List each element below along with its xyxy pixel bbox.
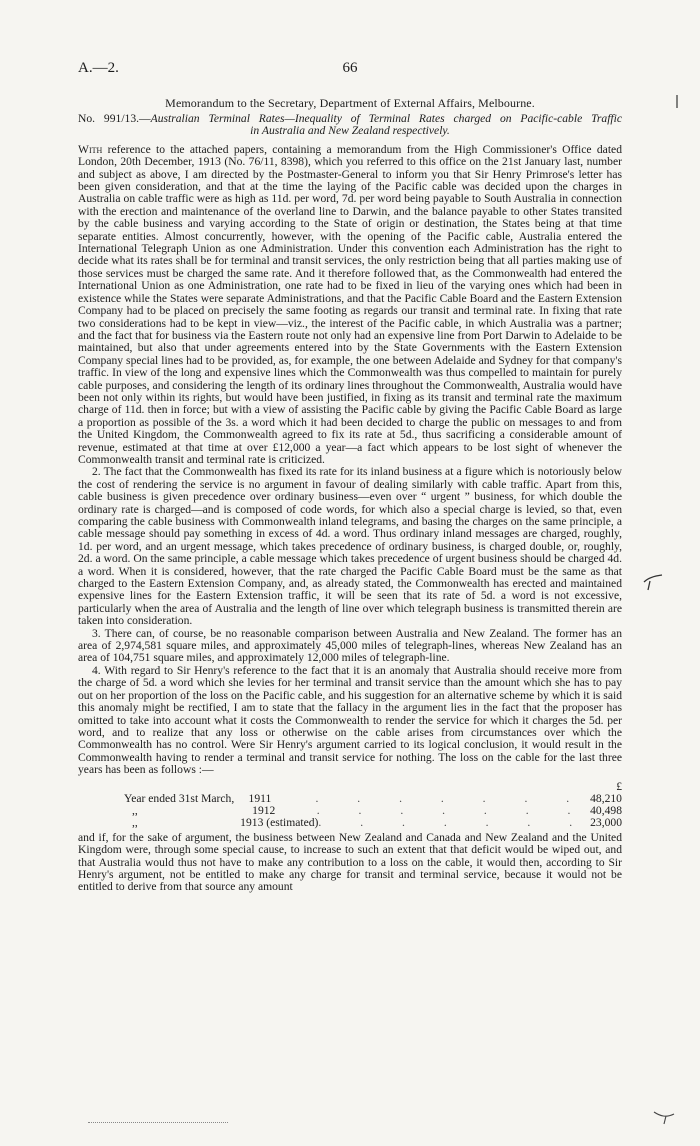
dot-leader: . . . . . . . xyxy=(318,816,591,830)
row-label: ,, xyxy=(132,803,138,817)
page-number: 66 xyxy=(342,60,358,76)
row-amount: 48,210 xyxy=(590,791,622,805)
paragraph-4: 4. With regard to Sir Henry's reference to the fact that it is an anomaly that Australia should receive more from the charge of 5d. a word which she levies for her terminal and transit service than the amount which she has to pay out on her proportion of the loss on the Pacific cable, and his suggestion for an alternative scheme by which it is said this anomaly might be rectified, I am to state that the fallacy in the argument lies in the fact that the proposer has omitted to take into account what it costs the Commonwealth to render the service for which it charges the 5d. per word, and to realize that any loss or otherwise on the cable arises from circumstances over which the Commonwealth has no control. Were Sir Henry's argument carried to its logical conclusion, it would result in the Commonwealth having to render a terminal and transit service for nothing. The loss on the cable for the last three years has been as follows :— xyxy=(78,663,622,777)
paragraph-1-text: reference to the attached papers, containing a memorandum from the High Commissioner's Office dated London, 20th December, 1913 (No. 76/11, 8398), which you referred to this office on the 21st January last, number and subject as above, I am directed by the Postmaster-General to inform you that Sir Henry Primrose's letter has been given consideration, and that at the time the laying of the Pacific cable was decided upon the charges in Australia on cable traffic were as high as 11d. per word, 7d. per word being payable to South Australia in connection with the erection and maintenance of the overland line to Darwin, and the balance payable to other States transited by the cable business and varying according to the State of origin or destination, the States being at that time separate entities. Almost concurrently, however, with the opening of the Pacific cable, Australia entered the International Telegraph Union as one Administration. Under this convention each Administration has the right to decide what its rates shall be for terminal and transit services, the only restriction being that all parties making use of those services must be charged the same rate. And it therefore followed that, as the Commonwealth had entered the International Union as one Administration, one rate had to be fixed in lieu of the varying ones which had been in existence while the States were separate Administrations, and that the Pacific Cable Board and the Eastern Extension Company had to be placed on precisely the same footing as regards our transit and terminal rate. In fixing that rate two considerations had to be kept in view—viz., the interest of the Pacific cable, in which Australia was a partner; and the fact that for business via the Eastern route not only had an expensive line from Port Darwin to Adelaide to be maintained, but also that under agreements entered into by the State Governments with the Eastern Extension Company special lines had to be provided, as, for example, the one between Adelaide and Sydney for that company's traffic. In view of the long and expensive lines which the Commonwealth was thus compelled to maintain for purely cable purposes, and considering the length of its ordinary lines throughout the Commonwealth, Australia would have been not only within its rights, but would have been justified, in fixing as its transit and terminal rate the maximum charge of 11d. then in force; but with a view of assisting the Pacific cable by giving the Pacific Cable Board as large a proportion as possible of the 3s. a word which it had been decided to charge the public on messages to and from the United Kingdom, the Commonwealth agreed to fix its rate at 5d., thus sacrificing a considerable amount of revenue, estimated at that time at over £12,000 a year—a fact which appears to be lost sight of whenever the Commonwealth transit and terminal rate is criticized. xyxy=(78,142,622,466)
margin-pencil-mark xyxy=(642,570,664,592)
paragraph-5: and if, for the sake of argument, the business between New Zealand and Canada and New Zealand and the United Kingdom were, through some special cause, to increase to such an extent that that deficit would be wiped out, and that Australia would thus not have to make any contribution to a loss on the cable, it would then, according to Sir Henry's argument, not be entitled to make any charge for transit and terminal service, because it would not be entitled to derive from that source any amount xyxy=(78,830,622,894)
paragraph-3: 3. There can, of course, be no reasonable comparison between Australia and New Zealand. The former has an area of 2,974,581 square miles, and approximately 45,000 miles of telegraph-lines, whereas New Zealand has an area of 104,751 square miles, and approximately 12,000 miles of telegraph-line. xyxy=(78,626,622,665)
document-code: A.—2. xyxy=(78,60,119,76)
row-amount: 40,498 xyxy=(590,803,623,817)
memo-body xyxy=(78,144,622,894)
row-amount: 23,000 xyxy=(590,816,622,830)
row-label: ,, xyxy=(132,816,138,830)
subject-title-part-2: in Australia and New Zealand respectively. xyxy=(250,124,450,138)
dot-leader: . . . . . . . xyxy=(316,803,589,817)
memo-subject xyxy=(78,113,622,138)
table-row xyxy=(78,817,622,829)
row-year: 1912 xyxy=(252,803,276,817)
page-header xyxy=(78,60,622,82)
bottom-dotted-rule xyxy=(88,1122,228,1123)
subject-title-part-1: Australian Terminal Rates—Inequality of Terminal Rates charged on Pacific-cable Traffic xyxy=(150,112,622,125)
row-year: 1913 (estimated) xyxy=(240,816,319,830)
memo-title: Memorandum to the Secretary, Department of External Affairs, Melbourne. xyxy=(165,96,535,110)
row-label: Year ended 31st March, xyxy=(124,791,235,805)
paragraph-1-lead: With xyxy=(78,142,103,156)
row-year: 1911 xyxy=(248,791,272,805)
margin-tick-mark xyxy=(672,94,682,110)
cable-loss-table xyxy=(78,781,622,830)
paragraph-2: 2. The fact that the Commonwealth has fixed its rate for its inland business at a figure which is notoriously below the cost of rendering the service is no argument in favour of dealing similarly with cable traffic. Apart from this, cable business is given precedence over ordinary business—even over “ urgent ” business, for which double the ordinary rate is charged—and is composed of code words, for which also a special charge is levied, so that, even comparing the cable business with Commonwealth inland telegrams, and basing the charges on the same principle, a cable message should pay something in excess of 4d. a word. Thus ordinary inland messages are charged, roughly, 1d. per word, and an urgent message, which takes precedence of ordinary business, is charged double, or, roughly, 2d. a word. On the same principle, a cable message which takes precedence of urgent business should be charged 4d. a word. When it is considered, however, that the rate charged the Pacific Cable Board must be the same as that charged to the Eastern Extension Company, and, as already stated, the Commonwealth has erected and maintained expensive lines for the Eastern Extension traffic, it will be seen that its rate of 5d. a word is not excessive, particularly when the area of Australia and the length of line over which telegraph business is transmitted therein are taken into consideration. xyxy=(78,465,622,628)
currency-symbol: £ xyxy=(616,779,622,793)
subject-number: No. 991/13.— xyxy=(78,112,151,125)
paragraph-1 xyxy=(78,144,622,467)
document-page xyxy=(78,60,622,894)
margin-pencil-mark-bottom xyxy=(652,1102,678,1128)
dot-leader: . . . . . . . xyxy=(315,791,588,805)
